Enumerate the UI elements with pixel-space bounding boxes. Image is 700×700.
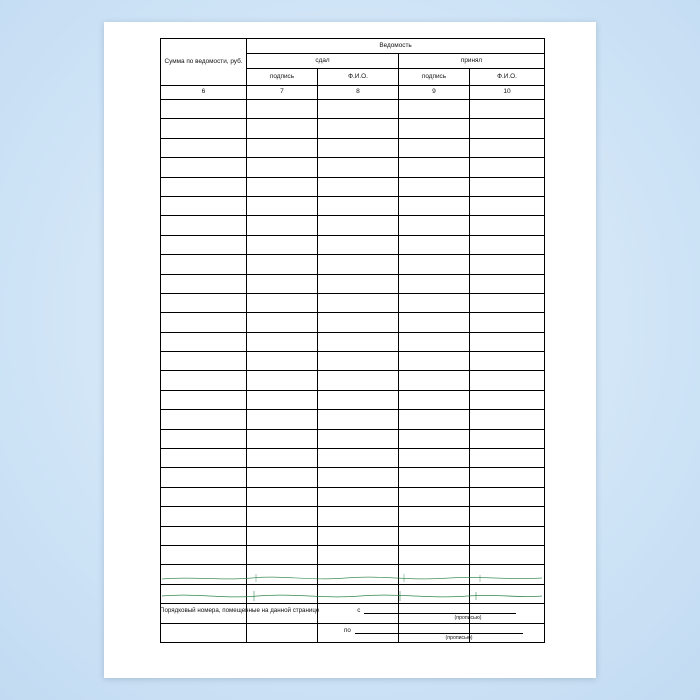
table-cell[interactable] — [470, 196, 545, 215]
table-cell[interactable] — [161, 449, 247, 468]
header-podpis-1-cell: подпись — [247, 69, 318, 86]
table-cell[interactable] — [470, 565, 545, 584]
table-row — [161, 313, 545, 332]
table-cell[interactable] — [318, 119, 399, 138]
table-cell[interactable] — [470, 371, 545, 390]
table-cell[interactable] — [318, 468, 399, 487]
table-cell[interactable] — [399, 235, 470, 254]
table-cell[interactable] — [247, 429, 318, 448]
header-fio-1-cell: Ф.И.О. — [318, 69, 399, 86]
table-cell[interactable] — [247, 352, 318, 371]
table-cell[interactable] — [399, 216, 470, 235]
table-row — [161, 371, 545, 390]
table-cell[interactable] — [247, 196, 318, 215]
table-cell[interactable] — [161, 565, 247, 584]
table-cell[interactable] — [470, 158, 545, 177]
table-cell[interactable] — [247, 158, 318, 177]
table-cell[interactable] — [399, 177, 470, 196]
table-cell[interactable] — [399, 274, 470, 293]
ledger-table — [160, 38, 545, 643]
table-cell[interactable] — [318, 352, 399, 371]
table-cell[interactable] — [318, 487, 399, 506]
table-cell[interactable] — [247, 216, 318, 235]
table-cell[interactable] — [247, 545, 318, 564]
table-cell[interactable] — [399, 584, 470, 603]
table-cell[interactable] — [161, 216, 247, 235]
table-cell[interactable] — [399, 352, 470, 371]
table-cell[interactable] — [470, 332, 545, 351]
table-cell[interactable] — [399, 138, 470, 157]
table-cell[interactable] — [161, 293, 247, 312]
table-cell[interactable] — [318, 196, 399, 215]
table-cell[interactable] — [161, 274, 247, 293]
table-cell[interactable] — [318, 507, 399, 526]
table-row — [161, 274, 545, 293]
table-row — [161, 138, 545, 157]
table-cell[interactable] — [470, 468, 545, 487]
table-cell[interactable] — [318, 565, 399, 584]
table-cell[interactable] — [318, 235, 399, 254]
table-header-row-1 — [161, 39, 545, 54]
table-cell[interactable] — [161, 390, 247, 409]
table-row — [161, 177, 545, 196]
table-cell[interactable] — [470, 545, 545, 564]
table-cell[interactable] — [247, 255, 318, 274]
table-row — [161, 565, 545, 584]
table-cell[interactable] — [247, 177, 318, 196]
table-row — [161, 158, 545, 177]
table-row — [161, 235, 545, 254]
table-cell[interactable] — [399, 507, 470, 526]
table-cell[interactable] — [470, 216, 545, 235]
table-cell[interactable] — [161, 468, 247, 487]
table-row — [161, 216, 545, 235]
table-cell[interactable] — [399, 545, 470, 564]
column-number-10: 10 — [470, 86, 545, 100]
table-cell[interactable] — [399, 313, 470, 332]
footer-to-field[interactable] — [355, 626, 523, 634]
table-cell[interactable] — [470, 352, 545, 371]
table-row — [161, 255, 545, 274]
table-cell[interactable] — [161, 332, 247, 351]
table-cell[interactable] — [318, 332, 399, 351]
table-cell[interactable] — [318, 371, 399, 390]
table-cell[interactable] — [318, 390, 399, 409]
header-podpis-2-cell: подпись — [399, 69, 470, 86]
table-cell[interactable] — [161, 119, 247, 138]
table-cell[interactable] — [161, 487, 247, 506]
table-row — [161, 507, 545, 526]
table-cell[interactable] — [399, 468, 470, 487]
table-cell[interactable] — [247, 487, 318, 506]
table-cell[interactable] — [247, 293, 318, 312]
table-cell[interactable] — [399, 410, 470, 429]
table-cell[interactable] — [161, 507, 247, 526]
table-cell[interactable] — [399, 487, 470, 506]
table-cell[interactable] — [318, 526, 399, 545]
table-cell[interactable] — [161, 158, 247, 177]
table-row — [161, 390, 545, 409]
table-cell[interactable] — [470, 526, 545, 545]
footer-with-field[interactable] — [364, 606, 516, 614]
table-cell[interactable] — [470, 507, 545, 526]
table-cell[interactable] — [318, 293, 399, 312]
footer-caption-1: (прописью) — [454, 615, 482, 621]
table-cell[interactable] — [161, 371, 247, 390]
table-cell[interactable] — [318, 410, 399, 429]
table-cell[interactable] — [470, 100, 545, 119]
table-cell[interactable] — [161, 255, 247, 274]
table-row — [161, 410, 545, 429]
table-cell[interactable] — [161, 545, 247, 564]
table-cell[interactable] — [247, 371, 318, 390]
table-cell[interactable] — [247, 507, 318, 526]
table-cell[interactable] — [399, 371, 470, 390]
table-cell[interactable] — [247, 410, 318, 429]
table-cell[interactable] — [161, 177, 247, 196]
header-sdal-cell: сдал — [247, 54, 399, 69]
table-cell[interactable] — [318, 584, 399, 603]
table-cell[interactable] — [318, 255, 399, 274]
table-cell[interactable] — [247, 332, 318, 351]
table-cell[interactable] — [470, 138, 545, 157]
table-row — [161, 526, 545, 545]
table-cell[interactable] — [247, 274, 318, 293]
table-row — [161, 332, 545, 351]
table-cell[interactable] — [470, 177, 545, 196]
table-cell[interactable] — [161, 584, 247, 603]
table-cell[interactable] — [470, 429, 545, 448]
table-cell[interactable] — [247, 138, 318, 157]
table-cell[interactable] — [470, 390, 545, 409]
table-cell[interactable] — [399, 390, 470, 409]
table-cell[interactable] — [470, 119, 545, 138]
table-cell[interactable] — [399, 196, 470, 215]
table-cell[interactable] — [161, 352, 247, 371]
table-cell[interactable] — [247, 390, 318, 409]
column-number-9: 9 — [399, 86, 470, 100]
table-cell[interactable] — [399, 158, 470, 177]
table-cell[interactable] — [399, 100, 470, 119]
table-cell[interactable] — [247, 235, 318, 254]
table-cell[interactable] — [470, 274, 545, 293]
table-cell[interactable] — [247, 565, 318, 584]
table-cell[interactable] — [399, 332, 470, 351]
table-row — [161, 429, 545, 448]
footer-with-label: с — [357, 607, 361, 614]
table-cell[interactable] — [399, 119, 470, 138]
table-row — [161, 100, 545, 119]
table-cell[interactable] — [470, 235, 545, 254]
table-cell[interactable] — [161, 526, 247, 545]
table-cell[interactable] — [399, 293, 470, 312]
column-number-row — [161, 86, 545, 100]
table-cell[interactable] — [470, 313, 545, 332]
footer-text: Порядковый номера, помещенные на данной странице — [160, 607, 320, 614]
form-body — [160, 38, 544, 643]
table-cell[interactable] — [247, 526, 318, 545]
table-cell[interactable] — [161, 410, 247, 429]
footer-line-to — [160, 626, 544, 634]
table-cell[interactable] — [470, 449, 545, 468]
header-sum-cell: Сумма по ведомости, руб. — [161, 39, 247, 86]
table-cell[interactable] — [470, 584, 545, 603]
table-cell[interactable] — [161, 313, 247, 332]
table-row — [161, 352, 545, 371]
table-cell[interactable] — [470, 487, 545, 506]
column-number-8: 8 — [318, 86, 399, 100]
table-row — [161, 449, 545, 468]
table-cell[interactable] — [318, 545, 399, 564]
table-cell[interactable] — [247, 119, 318, 138]
table-row — [161, 196, 545, 215]
table-cell[interactable] — [247, 468, 318, 487]
table-cell[interactable] — [318, 177, 399, 196]
table-cell[interactable] — [470, 410, 545, 429]
table-cell[interactable] — [318, 158, 399, 177]
table-cell[interactable] — [399, 526, 470, 545]
footer-block — [160, 606, 544, 641]
table-row — [161, 293, 545, 312]
header-vedomost-cell: Ведомость — [247, 39, 545, 54]
table-cell[interactable] — [247, 584, 318, 603]
footer-to-label: по — [344, 627, 351, 634]
footer-caption-2: (прописью) — [445, 635, 473, 641]
table-cell[interactable] — [318, 429, 399, 448]
table-cell[interactable] — [161, 100, 247, 119]
table-row — [161, 545, 545, 564]
table-cell[interactable] — [318, 216, 399, 235]
table-cell[interactable] — [318, 138, 399, 157]
table-cell[interactable] — [470, 293, 545, 312]
table-cell[interactable] — [247, 100, 318, 119]
column-number-7: 7 — [247, 86, 318, 100]
table-row — [161, 584, 545, 603]
table-cell[interactable] — [247, 449, 318, 468]
table-cell[interactable] — [161, 235, 247, 254]
table-cell[interactable] — [247, 313, 318, 332]
table-cell[interactable] — [318, 313, 399, 332]
table-cell[interactable] — [399, 255, 470, 274]
document-sheet — [104, 22, 596, 678]
table-cell[interactable] — [318, 274, 399, 293]
table-cell[interactable] — [399, 449, 470, 468]
table-cell[interactable] — [161, 429, 247, 448]
table-cell[interactable] — [161, 138, 247, 157]
table-cell[interactable] — [470, 255, 545, 274]
column-number-6: 6 — [161, 86, 247, 100]
table-row — [161, 119, 545, 138]
table-cell[interactable] — [318, 449, 399, 468]
table-cell[interactable] — [318, 100, 399, 119]
footer-line-with — [160, 606, 544, 614]
table-cell[interactable] — [399, 565, 470, 584]
table-body — [161, 100, 545, 643]
table-row — [161, 487, 545, 506]
header-prinyal-cell: принял — [399, 54, 545, 69]
table-cell[interactable] — [161, 196, 247, 215]
table-cell[interactable] — [399, 429, 470, 448]
table-row — [161, 468, 545, 487]
header-fio-2-cell: Ф.И.О. — [470, 69, 545, 86]
